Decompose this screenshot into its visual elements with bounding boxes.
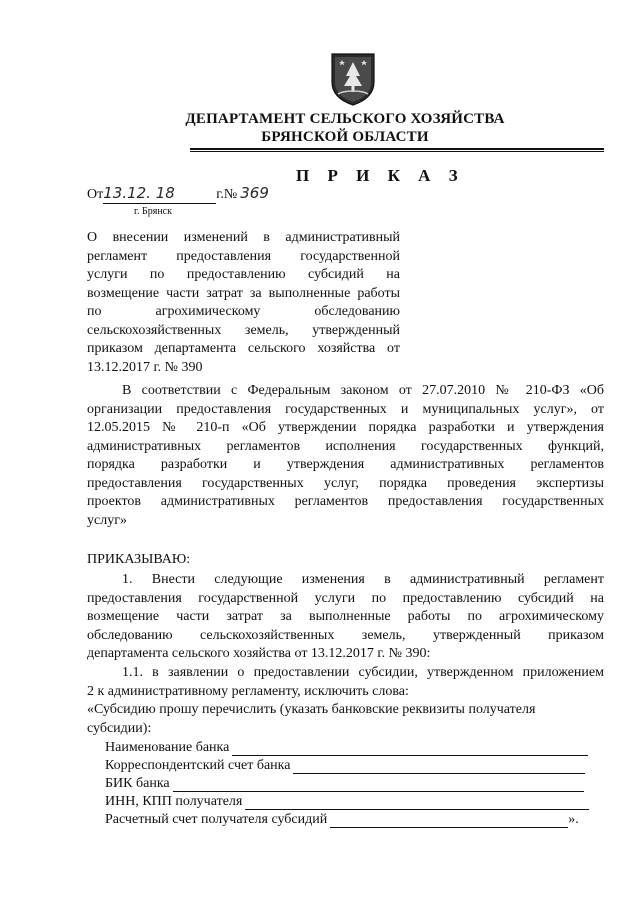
preamble-line: порядка разработки и утверждения административных регламентов — [87, 457, 604, 472]
field-label: ИНН, КПП получателя — [105, 794, 243, 809]
order-number-sign: № — [223, 187, 238, 202]
preamble-line: проектов административных регламентов предоставления государственных — [87, 494, 604, 509]
preamble-line: предоставления государственных услуг, порядка проведения экспертизы — [87, 475, 604, 491]
order-year-suffix: г. — [216, 187, 224, 202]
item-1-line: возмещение части затрат за выполненные работы по агрохимическому — [87, 609, 604, 624]
preamble-line: В соответствии с Федеральным законом от 27.07.2010 № 210-ФЗ «Об — [122, 383, 604, 398]
order-from-prefix: От — [87, 187, 104, 202]
preamble — [87, 382, 604, 530]
field-bank-name — [105, 740, 588, 756]
quote-line: «Субсидию прошу перечислить (указать банковские реквизиты получателя — [87, 702, 536, 717]
field-suffix: ». — [568, 812, 579, 827]
header-rule-thick — [190, 148, 604, 150]
preamble-line: услуг» — [87, 512, 127, 528]
subject-line: сельскохозяйственных земель, утвержденный — [87, 322, 400, 338]
item-1-line: 1. Внести следующие изменения в административный регламент — [122, 572, 604, 587]
order-subject — [87, 229, 400, 377]
command-heading: ПРИКАЗЫВАЮ: — [87, 552, 191, 567]
field-blank — [245, 796, 589, 810]
field-label: Расчетный счет получателя субсидий — [105, 812, 328, 827]
field-bik — [105, 776, 584, 792]
order-city: г. Брянск — [134, 206, 172, 217]
item-1-line: департамента сельского хозяйства от 13.12.2017 г. № 390: — [87, 646, 431, 661]
subject-line: приказом департамента сельского хозяйства от — [87, 341, 400, 356]
field-blank — [232, 742, 588, 756]
item-1-1 — [87, 664, 604, 701]
item-1 — [87, 571, 604, 664]
subject-line: по агрохимическому обследованию — [87, 304, 400, 319]
field-label: БИК банка — [105, 776, 170, 791]
preamble-line: организации предоставления государственных и муниципальных услуг», от — [87, 401, 604, 417]
field-label: Корреспондентский счет банка — [105, 758, 291, 773]
coat-of-arms-icon — [330, 52, 376, 106]
department-name-line-2: БРЯНСКОЙ ОБЛАСТИ — [261, 129, 429, 145]
subject-line: 13.12.2017 г. № 390 — [87, 359, 203, 375]
field-settlement-account — [105, 812, 579, 828]
item-1-line: обследованию сельскохозяйственных земель, утвержденный приказом — [87, 627, 604, 643]
field-blank — [293, 760, 585, 774]
quote-line: субсидии): — [87, 720, 152, 736]
item-1-1-line: 2 к административному регламенту, исключить слова: — [87, 683, 409, 699]
field-correspondent-account — [105, 758, 585, 774]
field-label: Наименование банка — [105, 740, 230, 755]
order-date-number-line — [87, 184, 269, 204]
document-title: П Р И К А З — [296, 166, 465, 185]
subject-line: О внесении изменений в административный — [87, 230, 400, 245]
field-blank — [330, 814, 568, 828]
department-name-line-1: ДЕПАРТАМЕНТ СЕЛЬСКОГО ХОЗЯЙСТВА — [185, 111, 505, 127]
order-number-handwritten: 369 — [240, 184, 269, 202]
item-1-line: предоставления государственной услуги по предоставлению субсидий на — [87, 590, 604, 606]
preamble-line: административных регламентов исполнения государственных функций, — [87, 438, 604, 454]
header-rule-thin — [190, 151, 604, 152]
field-blank — [173, 778, 584, 792]
quoted-text — [87, 701, 604, 738]
item-1-1-line: 1.1. в заявлении о предоставлении субсидии, утвержденном приложением — [122, 665, 604, 680]
order-date-field — [103, 184, 216, 204]
subject-line: регламент предоставления государственной — [87, 248, 400, 264]
field-inn-kpp — [105, 794, 589, 810]
subject-line: возмещение части затрат за выполненные работы — [87, 285, 400, 301]
subject-line: услуги по предоставлению субсидий на — [87, 267, 400, 282]
order-date-handwritten: 13.12. 18 — [103, 184, 175, 202]
preamble-line: 12.05.2015 № 210-п «Об утверждении порядка разработки и утверждения — [87, 420, 604, 435]
